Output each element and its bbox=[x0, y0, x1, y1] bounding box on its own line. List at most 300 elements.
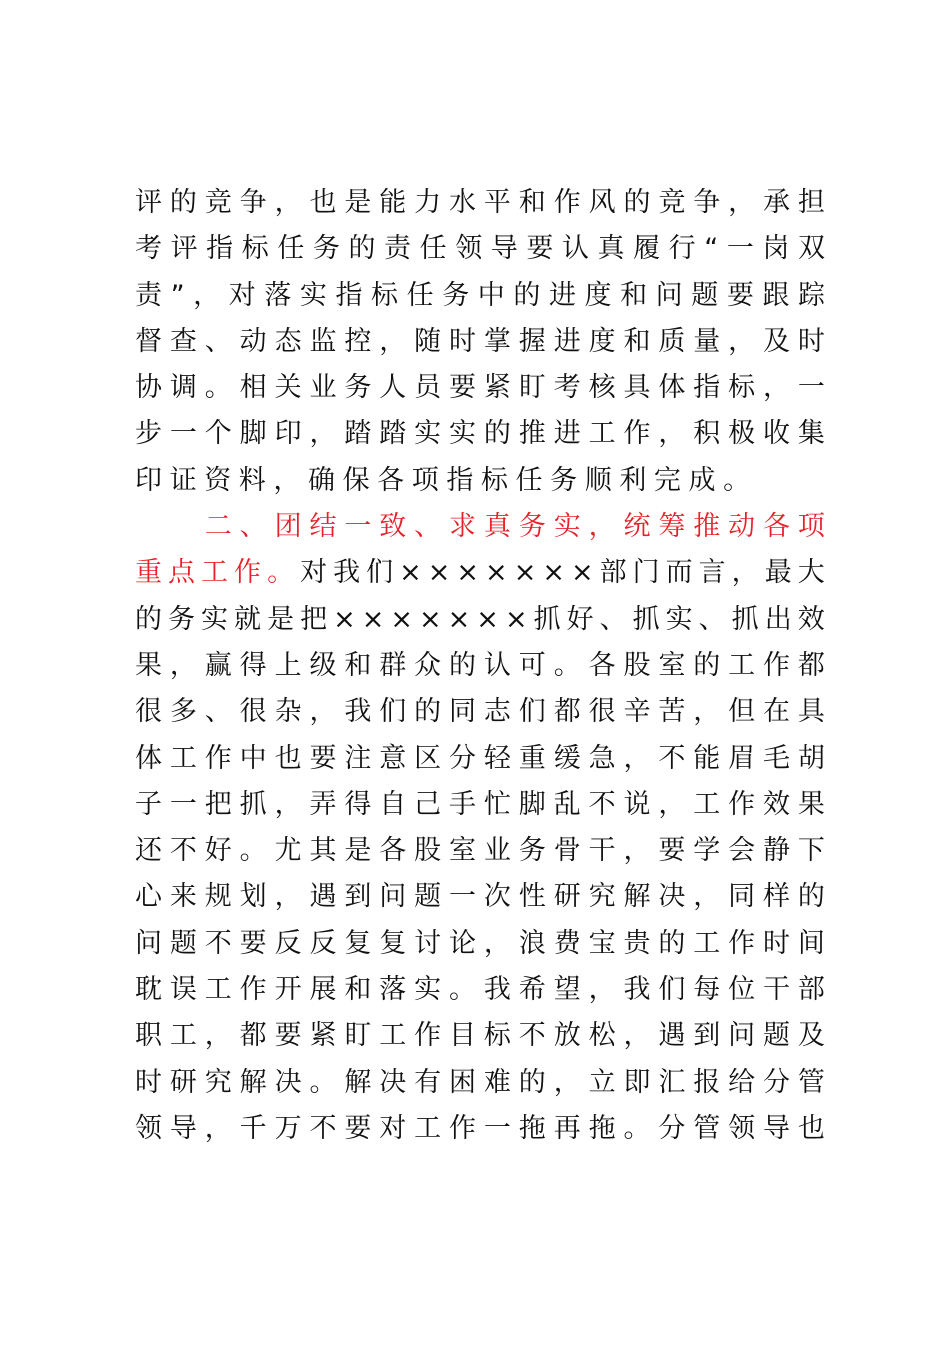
char: 工 bbox=[414, 1112, 442, 1144]
char: 我 bbox=[483, 974, 511, 1006]
char: 决 bbox=[379, 1066, 407, 1098]
char: 抓 bbox=[731, 603, 759, 635]
char: 忙 bbox=[483, 788, 511, 820]
paragraph-2-line-4 bbox=[135, 736, 825, 782]
char: 跟 bbox=[762, 279, 790, 311]
char: 各 bbox=[379, 835, 407, 867]
char: 及 bbox=[797, 1020, 825, 1052]
char: 岗 bbox=[762, 233, 790, 265]
char: 实 bbox=[201, 603, 229, 635]
char: × bbox=[419, 603, 442, 635]
char: 筹 bbox=[658, 511, 686, 543]
char: 务 bbox=[442, 279, 470, 311]
char: 。 bbox=[309, 1066, 337, 1098]
char: 统 bbox=[623, 511, 651, 543]
char: 双 bbox=[797, 233, 825, 265]
char: 求 bbox=[449, 511, 477, 543]
char: 工 bbox=[169, 742, 197, 774]
paragraph-2-line-8 bbox=[135, 921, 825, 967]
char: 注 bbox=[344, 742, 372, 774]
char: 标 bbox=[371, 279, 399, 311]
paragraph-2-line-11 bbox=[135, 1060, 825, 1106]
char: 大 bbox=[797, 557, 825, 589]
char: 指 bbox=[446, 464, 474, 496]
char: 次 bbox=[483, 881, 511, 913]
char: 项 bbox=[797, 511, 825, 543]
char: 分 bbox=[658, 1112, 686, 1144]
char: 在 bbox=[763, 696, 791, 728]
char: × bbox=[504, 603, 528, 635]
char: 抓 bbox=[632, 603, 660, 635]
char: 不 bbox=[204, 927, 232, 959]
char: 和 bbox=[620, 279, 648, 311]
char: ” bbox=[170, 279, 185, 311]
char: 点 bbox=[168, 557, 196, 589]
char: × bbox=[485, 557, 508, 589]
char: 、 bbox=[204, 696, 232, 728]
char: 风 bbox=[588, 187, 616, 218]
char: 掌 bbox=[483, 325, 511, 357]
char: 实 bbox=[665, 603, 693, 635]
char: × bbox=[570, 557, 594, 589]
paragraph-1-line-2 bbox=[135, 226, 825, 272]
paragraph-2-line-7 bbox=[135, 874, 825, 920]
char: 导 bbox=[169, 1112, 197, 1144]
char: 们 bbox=[366, 557, 394, 589]
char: 抓 bbox=[533, 603, 561, 635]
char: 重 bbox=[518, 742, 546, 774]
char: 一 bbox=[483, 1112, 511, 1144]
char: 研 bbox=[553, 881, 581, 913]
char: 二 bbox=[204, 511, 232, 543]
char: 协 bbox=[135, 372, 162, 404]
char: 步 bbox=[135, 418, 162, 450]
char: 务 bbox=[518, 511, 546, 543]
char: 争 bbox=[693, 187, 721, 218]
char: 问 bbox=[655, 279, 683, 311]
char: 任 bbox=[515, 464, 543, 496]
char: 利 bbox=[619, 464, 647, 496]
char: 真 bbox=[597, 233, 625, 265]
char: 能 bbox=[693, 742, 721, 774]
char: ， bbox=[274, 788, 302, 820]
char: 静 bbox=[763, 835, 791, 867]
char: 完 bbox=[653, 464, 681, 496]
char: 的 bbox=[623, 187, 651, 218]
char: 有 bbox=[414, 1066, 442, 1098]
char: 要 bbox=[449, 372, 477, 404]
char: 是 bbox=[267, 603, 295, 635]
char: 们 bbox=[658, 974, 686, 1006]
char: 一 bbox=[726, 233, 754, 265]
char: 千 bbox=[239, 1112, 267, 1144]
char: 实 bbox=[414, 418, 442, 450]
char: 查 bbox=[169, 325, 197, 357]
char: 考 bbox=[135, 233, 162, 265]
char: 题 bbox=[414, 881, 442, 913]
char: 的 bbox=[348, 233, 376, 265]
char: 毛 bbox=[763, 742, 791, 774]
char: ， bbox=[728, 325, 756, 357]
char: 究 bbox=[204, 1066, 232, 1098]
char: 。 bbox=[553, 649, 581, 681]
char: 导 bbox=[490, 233, 518, 265]
char: 监 bbox=[309, 325, 337, 357]
char: 考 bbox=[553, 372, 581, 404]
char: 效 bbox=[797, 603, 825, 635]
char: 务 bbox=[312, 233, 340, 265]
char: 管 bbox=[797, 1066, 825, 1098]
char: 己 bbox=[414, 788, 442, 820]
char: 性 bbox=[518, 881, 546, 913]
char: 但 bbox=[728, 696, 756, 728]
char: 言 bbox=[698, 557, 726, 589]
char: × bbox=[476, 603, 499, 635]
char: 一 bbox=[169, 788, 197, 820]
char: 自 bbox=[379, 788, 407, 820]
char: 也 bbox=[797, 1112, 825, 1144]
char: 实 bbox=[553, 511, 581, 543]
char: 极 bbox=[728, 418, 756, 450]
char: ， bbox=[693, 696, 721, 728]
char: 下 bbox=[797, 835, 825, 867]
char: × bbox=[333, 603, 356, 635]
char: 问 bbox=[728, 1020, 756, 1052]
char: 志 bbox=[483, 696, 511, 728]
char: 任 bbox=[419, 233, 447, 265]
char: 成 bbox=[688, 464, 716, 496]
char: 室 bbox=[658, 649, 686, 681]
char: 费 bbox=[553, 927, 581, 959]
char: 作 bbox=[763, 649, 791, 681]
char: 多 bbox=[169, 696, 197, 728]
char: 苦 bbox=[658, 696, 686, 728]
char: 业 bbox=[483, 835, 511, 867]
char: 的 bbox=[135, 603, 162, 635]
char: ， bbox=[623, 1020, 651, 1052]
char: 问 bbox=[379, 881, 407, 913]
char: 同 bbox=[728, 881, 756, 913]
char: 部 bbox=[599, 557, 627, 589]
char: 位 bbox=[728, 974, 756, 1006]
char: 平 bbox=[483, 187, 511, 218]
char: 积 bbox=[693, 418, 721, 450]
char: 作 bbox=[553, 187, 581, 218]
char: 工 bbox=[201, 557, 229, 589]
paragraph-2-line-5 bbox=[135, 782, 825, 828]
char: 不 bbox=[518, 1020, 546, 1052]
char: 脚 bbox=[518, 788, 546, 820]
paragraph-1-line-7 bbox=[135, 458, 825, 504]
char: 评 bbox=[135, 187, 162, 218]
char: 要 bbox=[309, 742, 337, 774]
char: 不 bbox=[169, 835, 197, 867]
char: 题 bbox=[763, 1020, 791, 1052]
char: 解 bbox=[344, 1066, 372, 1098]
char: 核 bbox=[588, 372, 616, 404]
char: × bbox=[361, 603, 385, 635]
paragraph-2-line-10 bbox=[135, 1013, 825, 1059]
char: 都 bbox=[239, 1020, 267, 1052]
char: 工 bbox=[379, 1020, 407, 1052]
char: × bbox=[390, 603, 413, 635]
char: ， bbox=[658, 788, 686, 820]
char: 领 bbox=[728, 1112, 756, 1144]
paragraph-2-line-1 bbox=[135, 597, 825, 643]
char: 管 bbox=[693, 1112, 721, 1144]
char: 推 bbox=[518, 418, 546, 450]
char: 要 bbox=[344, 1112, 372, 1144]
char: 和 bbox=[623, 325, 651, 357]
char: 论 bbox=[449, 927, 477, 959]
char: 松 bbox=[588, 1020, 616, 1052]
char: 要 bbox=[274, 1020, 302, 1052]
char: 效 bbox=[763, 788, 791, 820]
char: 决 bbox=[274, 1066, 302, 1098]
char: 作 bbox=[234, 557, 262, 589]
char: 股 bbox=[414, 835, 442, 867]
char: 都 bbox=[797, 649, 825, 681]
char: 胡 bbox=[797, 742, 825, 774]
char: 急 bbox=[588, 742, 616, 774]
char: 关 bbox=[274, 372, 302, 404]
char: 部 bbox=[797, 974, 825, 1006]
char: 我 bbox=[333, 557, 361, 589]
char: 贵 bbox=[623, 927, 651, 959]
char: 落 bbox=[379, 974, 407, 1006]
char: 任 bbox=[277, 233, 305, 265]
char: 真 bbox=[483, 511, 511, 543]
char: 反 bbox=[274, 927, 302, 959]
char: 。 bbox=[267, 557, 295, 589]
char: 体 bbox=[658, 372, 686, 404]
char: 问 bbox=[135, 927, 162, 959]
char: 的 bbox=[518, 1066, 546, 1098]
char: 。 bbox=[449, 974, 477, 1006]
char: 我 bbox=[344, 696, 372, 728]
char: 规 bbox=[204, 881, 232, 913]
char: 的 bbox=[797, 881, 825, 913]
char: 标 bbox=[480, 464, 508, 496]
char: 对 bbox=[379, 1112, 407, 1144]
char: ， bbox=[379, 325, 407, 357]
char: 把 bbox=[300, 603, 328, 635]
char: 每 bbox=[693, 974, 721, 1006]
char: 作 bbox=[239, 974, 267, 1006]
char: 职 bbox=[135, 1020, 162, 1052]
char: 和 bbox=[344, 974, 372, 1006]
char: × bbox=[427, 557, 451, 589]
char: 责 bbox=[384, 233, 412, 265]
char: 同 bbox=[449, 696, 477, 728]
char: 手 bbox=[449, 788, 477, 820]
char: 作 bbox=[623, 418, 651, 450]
char: 盯 bbox=[518, 372, 546, 404]
char: 不 bbox=[588, 788, 616, 820]
char: ， bbox=[274, 881, 302, 913]
char: 竞 bbox=[204, 187, 232, 218]
char: 握 bbox=[518, 325, 546, 357]
char: 研 bbox=[169, 1066, 197, 1098]
char: 难 bbox=[483, 1066, 511, 1098]
char: 脚 bbox=[239, 418, 267, 450]
char: 们 bbox=[379, 696, 407, 728]
section-heading-line-1 bbox=[135, 504, 825, 550]
char: 作 bbox=[728, 927, 756, 959]
char: ， bbox=[588, 511, 616, 543]
char: 集 bbox=[797, 418, 825, 450]
char: 时 bbox=[449, 325, 477, 357]
char: 资 bbox=[204, 464, 232, 496]
char: 也 bbox=[309, 187, 337, 218]
paragraph-2-line-12 bbox=[135, 1106, 825, 1152]
char: 工 bbox=[693, 927, 721, 959]
char: 认 bbox=[483, 649, 511, 681]
char: × bbox=[513, 557, 537, 589]
char: 领 bbox=[135, 1112, 162, 1144]
char: 指 bbox=[693, 372, 721, 404]
char: 、 bbox=[239, 511, 267, 543]
char: 。 bbox=[623, 1112, 651, 1144]
char: 随 bbox=[414, 325, 442, 357]
char: 的 bbox=[169, 187, 197, 218]
char: 。 bbox=[239, 835, 267, 867]
char: ， bbox=[169, 649, 197, 681]
char: 的 bbox=[513, 279, 541, 311]
char: 水 bbox=[449, 187, 477, 218]
char: 杂 bbox=[274, 696, 302, 728]
indent-space bbox=[135, 504, 162, 550]
paragraph-1-line-1 bbox=[135, 180, 825, 226]
char: 具 bbox=[797, 696, 825, 728]
char: 报 bbox=[693, 1066, 721, 1098]
char: 各 bbox=[588, 649, 616, 681]
char: ， bbox=[588, 974, 616, 1006]
char: 、 bbox=[599, 603, 627, 635]
char: 拖 bbox=[518, 1112, 546, 1144]
section-heading-line-2 bbox=[135, 550, 825, 596]
char: 踏 bbox=[379, 418, 407, 450]
char: 题 bbox=[691, 279, 719, 311]
char: × bbox=[542, 557, 565, 589]
char: 宝 bbox=[588, 927, 616, 959]
char: 印 bbox=[135, 464, 162, 496]
char: 就 bbox=[234, 603, 262, 635]
char: 好 bbox=[566, 603, 594, 635]
char: 一 bbox=[169, 418, 197, 450]
char: 是 bbox=[344, 835, 372, 867]
paragraph-1-line-3 bbox=[135, 273, 825, 319]
char: 误 bbox=[169, 974, 197, 1006]
char: 间 bbox=[797, 927, 825, 959]
char: 缓 bbox=[553, 742, 581, 774]
char: 盯 bbox=[344, 1020, 372, 1052]
char: ， bbox=[623, 835, 651, 867]
char: 要 bbox=[526, 233, 554, 265]
char: 实 bbox=[299, 279, 327, 311]
char: 工 bbox=[693, 788, 721, 820]
char: 我 bbox=[623, 974, 651, 1006]
char: ， bbox=[273, 464, 301, 496]
char: ， bbox=[193, 279, 221, 311]
char: 。 bbox=[204, 372, 232, 404]
char: 中 bbox=[239, 742, 267, 774]
char: ， bbox=[274, 187, 302, 218]
char: 作 bbox=[728, 788, 756, 820]
char: 评 bbox=[170, 233, 198, 265]
char: 目 bbox=[449, 1020, 477, 1052]
char: 具 bbox=[623, 372, 651, 404]
char: 对 bbox=[228, 279, 256, 311]
char: 解 bbox=[239, 1066, 267, 1098]
char: 紧 bbox=[483, 372, 511, 404]
char: 得 bbox=[239, 649, 267, 681]
char: 是 bbox=[344, 187, 372, 218]
paragraph-2-line-9 bbox=[135, 967, 825, 1013]
char: 遇 bbox=[309, 881, 337, 913]
char: 好 bbox=[204, 835, 232, 867]
char: 一 bbox=[797, 372, 825, 404]
char: 工 bbox=[204, 974, 232, 1006]
char: 室 bbox=[449, 835, 477, 867]
char: 们 bbox=[518, 696, 546, 728]
char: 质 bbox=[658, 325, 686, 357]
char: 和 bbox=[344, 649, 372, 681]
char: × bbox=[447, 603, 471, 635]
char: 放 bbox=[553, 1020, 581, 1052]
char: 要 bbox=[726, 279, 754, 311]
char: 能 bbox=[379, 187, 407, 218]
char: × bbox=[456, 557, 480, 589]
char: 实 bbox=[449, 418, 477, 450]
char: 各 bbox=[377, 464, 405, 496]
char: 指 bbox=[206, 233, 234, 265]
char: ， bbox=[483, 927, 511, 959]
char: 导 bbox=[763, 1112, 791, 1144]
char: 员 bbox=[414, 372, 442, 404]
char: 致 bbox=[379, 511, 407, 543]
char: 指 bbox=[335, 279, 363, 311]
char: 团 bbox=[274, 511, 302, 543]
paragraph-1-line-4 bbox=[135, 319, 825, 365]
char: 抓 bbox=[239, 788, 267, 820]
char: 划 bbox=[239, 881, 267, 913]
char: 体 bbox=[135, 742, 162, 774]
char: 务 bbox=[344, 372, 372, 404]
char: ， bbox=[763, 372, 791, 404]
char: 其 bbox=[309, 835, 337, 867]
char: 落 bbox=[264, 279, 292, 311]
char: 浪 bbox=[518, 927, 546, 959]
char: 给 bbox=[728, 1066, 756, 1098]
char: 进 bbox=[553, 418, 581, 450]
char: 还 bbox=[135, 835, 162, 867]
char: 出 bbox=[764, 603, 792, 635]
char: 领 bbox=[455, 233, 483, 265]
char: 子 bbox=[135, 788, 162, 820]
char: 履 bbox=[633, 233, 661, 265]
char: 意 bbox=[379, 742, 407, 774]
char: 时 bbox=[797, 325, 825, 357]
char: “ bbox=[704, 233, 719, 265]
char: 的 bbox=[483, 418, 511, 450]
char: 。 bbox=[723, 464, 751, 496]
char: 度 bbox=[588, 325, 616, 357]
char: 务 bbox=[168, 603, 196, 635]
paragraph-1-line-5 bbox=[135, 365, 825, 411]
char: 标 bbox=[241, 233, 269, 265]
char: 学 bbox=[693, 835, 721, 867]
